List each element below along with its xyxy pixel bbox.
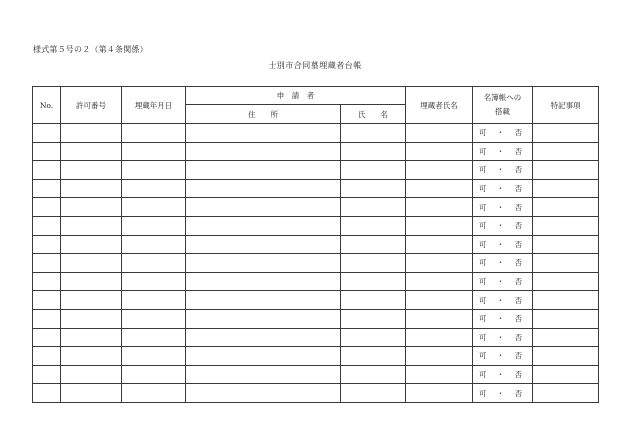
cell-registry-listing[interactable]: 可 ・ 否 bbox=[473, 124, 533, 143]
table-row bbox=[33, 365, 599, 384]
cell-no bbox=[33, 328, 61, 347]
table-row bbox=[33, 198, 599, 217]
cell-permit-number bbox=[61, 309, 122, 328]
cell-permit-number bbox=[61, 291, 122, 310]
cell-registry-listing[interactable]: 可 ・ 否 bbox=[473, 347, 533, 366]
cell-burial-date bbox=[122, 272, 186, 291]
cell-burial-date bbox=[122, 235, 186, 254]
cell-applicant-name bbox=[341, 272, 406, 291]
document-title: 士別市合同墓埋蔵者台帳 bbox=[268, 61, 362, 70]
cell-burial-date bbox=[122, 291, 186, 310]
cell-address bbox=[186, 254, 341, 273]
cell-interred-name bbox=[406, 291, 473, 310]
table-row bbox=[33, 309, 599, 328]
cell-remarks bbox=[533, 347, 599, 366]
cell-address bbox=[186, 291, 341, 310]
cell-interred-name bbox=[406, 235, 473, 254]
cell-interred-name bbox=[406, 198, 473, 217]
cell-interred-name bbox=[406, 124, 473, 143]
cell-interred-name bbox=[406, 254, 473, 273]
cell-burial-date bbox=[122, 328, 186, 347]
burial-register-table bbox=[32, 86, 599, 403]
cell-interred-name bbox=[406, 309, 473, 328]
header-applicant-name: 氏 名 bbox=[341, 105, 406, 124]
cell-interred-name bbox=[406, 179, 473, 198]
cell-remarks bbox=[533, 365, 599, 384]
header-no: No. bbox=[33, 87, 61, 124]
cell-address bbox=[186, 142, 341, 161]
cell-no bbox=[33, 384, 61, 403]
cell-remarks bbox=[533, 328, 599, 347]
cell-registry-listing[interactable]: 可 ・ 否 bbox=[473, 291, 533, 310]
cell-burial-date bbox=[122, 179, 186, 198]
table-row bbox=[33, 235, 599, 254]
table-row bbox=[33, 179, 599, 198]
table-row bbox=[33, 254, 599, 273]
cell-address bbox=[186, 347, 341, 366]
cell-no bbox=[33, 291, 61, 310]
cell-no bbox=[33, 309, 61, 328]
cell-applicant-name bbox=[341, 309, 406, 328]
cell-remarks bbox=[533, 272, 599, 291]
cell-applicant-name bbox=[341, 198, 406, 217]
cell-registry-listing[interactable]: 可 ・ 否 bbox=[473, 328, 533, 347]
cell-address bbox=[186, 328, 341, 347]
cell-remarks bbox=[533, 179, 599, 198]
table-row bbox=[33, 272, 599, 291]
cell-remarks bbox=[533, 235, 599, 254]
cell-remarks bbox=[533, 198, 599, 217]
cell-address bbox=[186, 309, 341, 328]
cell-remarks bbox=[533, 309, 599, 328]
cell-permit-number bbox=[61, 328, 122, 347]
cell-remarks bbox=[533, 384, 599, 403]
table-row bbox=[33, 384, 599, 403]
cell-registry-listing[interactable]: 可 ・ 否 bbox=[473, 272, 533, 291]
cell-permit-number bbox=[61, 161, 122, 180]
cell-address bbox=[186, 161, 341, 180]
cell-no bbox=[33, 124, 61, 143]
cell-registry-listing[interactable]: 可 ・ 否 bbox=[473, 161, 533, 180]
cell-no bbox=[33, 254, 61, 273]
cell-applicant-name bbox=[341, 254, 406, 273]
cell-permit-number bbox=[61, 179, 122, 198]
cell-applicant-name bbox=[341, 328, 406, 347]
cell-applicant-name bbox=[341, 179, 406, 198]
cell-no bbox=[33, 235, 61, 254]
cell-registry-listing[interactable]: 可 ・ 否 bbox=[473, 235, 533, 254]
header-registry-listing bbox=[473, 87, 533, 124]
cell-applicant-name bbox=[341, 142, 406, 161]
cell-no bbox=[33, 272, 61, 291]
cell-no bbox=[33, 142, 61, 161]
cell-applicant-name bbox=[341, 124, 406, 143]
cell-address bbox=[186, 198, 341, 217]
table-row bbox=[33, 161, 599, 180]
header-registry-line2: 搭載 bbox=[495, 107, 510, 116]
header-registry-line1: 名簿帳への bbox=[483, 93, 522, 102]
cell-no bbox=[33, 347, 61, 366]
cell-burial-date bbox=[122, 216, 186, 235]
cell-address bbox=[186, 272, 341, 291]
table-row bbox=[33, 124, 599, 143]
header-permit-number: 許可番号 bbox=[61, 87, 122, 124]
header-interred-name: 埋蔵者氏名 bbox=[406, 87, 473, 124]
table-row bbox=[33, 347, 599, 366]
cell-remarks bbox=[533, 216, 599, 235]
cell-permit-number bbox=[61, 254, 122, 273]
cell-address bbox=[186, 384, 341, 403]
cell-burial-date bbox=[122, 384, 186, 403]
cell-interred-name bbox=[406, 161, 473, 180]
cell-burial-date bbox=[122, 124, 186, 143]
cell-registry-listing[interactable]: 可 ・ 否 bbox=[473, 216, 533, 235]
cell-applicant-name bbox=[341, 216, 406, 235]
cell-permit-number bbox=[61, 384, 122, 403]
cell-no bbox=[33, 198, 61, 217]
cell-applicant-name bbox=[341, 384, 406, 403]
cell-remarks bbox=[533, 142, 599, 161]
header-burial-date: 埋蔵年月日 bbox=[122, 87, 186, 124]
cell-interred-name bbox=[406, 347, 473, 366]
cell-interred-name bbox=[406, 272, 473, 291]
cell-registry-listing[interactable]: 可 ・ 否 bbox=[473, 384, 533, 403]
cell-registry-listing[interactable]: 可 ・ 否 bbox=[473, 309, 533, 328]
cell-registry-listing[interactable]: 可 ・ 否 bbox=[473, 142, 533, 161]
cell-applicant-name bbox=[341, 235, 406, 254]
cell-permit-number bbox=[61, 216, 122, 235]
cell-registry-listing[interactable]: 可 ・ 否 bbox=[473, 198, 533, 217]
cell-applicant-name bbox=[341, 161, 406, 180]
cell-applicant-name bbox=[341, 347, 406, 366]
cell-interred-name bbox=[406, 216, 473, 235]
table-row bbox=[33, 142, 599, 161]
cell-applicant-name bbox=[341, 365, 406, 384]
cell-permit-number bbox=[61, 365, 122, 384]
cell-no bbox=[33, 161, 61, 180]
cell-burial-date bbox=[122, 309, 186, 328]
header-remarks: 特記事項 bbox=[533, 87, 599, 124]
cell-no bbox=[33, 179, 61, 198]
table-row bbox=[33, 216, 599, 235]
cell-remarks bbox=[533, 291, 599, 310]
cell-permit-number bbox=[61, 347, 122, 366]
cell-address bbox=[186, 179, 341, 198]
cell-registry-listing[interactable]: 可 ・ 否 bbox=[473, 179, 533, 198]
cell-remarks bbox=[533, 161, 599, 180]
header-address: 住 所 bbox=[186, 105, 341, 124]
header-applicant: 申 請 者 bbox=[186, 87, 406, 105]
cell-no bbox=[33, 365, 61, 384]
table-row bbox=[33, 328, 599, 347]
form-number: 様式第５号の２（第４条関係） bbox=[33, 45, 148, 54]
cell-permit-number bbox=[61, 124, 122, 143]
cell-address bbox=[186, 124, 341, 143]
cell-permit-number bbox=[61, 198, 122, 217]
cell-burial-date bbox=[122, 347, 186, 366]
cell-interred-name bbox=[406, 142, 473, 161]
cell-address bbox=[186, 365, 341, 384]
cell-burial-date bbox=[122, 161, 186, 180]
cell-interred-name bbox=[406, 328, 473, 347]
cell-applicant-name bbox=[341, 291, 406, 310]
cell-burial-date bbox=[122, 198, 186, 217]
cell-address bbox=[186, 235, 341, 254]
cell-permit-number bbox=[61, 272, 122, 291]
cell-remarks bbox=[533, 254, 599, 273]
cell-burial-date bbox=[122, 254, 186, 273]
cell-registry-listing[interactable]: 可 ・ 否 bbox=[473, 254, 533, 273]
cell-permit-number bbox=[61, 235, 122, 254]
cell-interred-name bbox=[406, 384, 473, 403]
cell-remarks bbox=[533, 124, 599, 143]
cell-address bbox=[186, 216, 341, 235]
cell-burial-date bbox=[122, 365, 186, 384]
cell-no bbox=[33, 216, 61, 235]
cell-burial-date bbox=[122, 142, 186, 161]
cell-permit-number bbox=[61, 142, 122, 161]
cell-registry-listing[interactable]: 可 ・ 否 bbox=[473, 365, 533, 384]
table-row bbox=[33, 291, 599, 310]
cell-interred-name bbox=[406, 365, 473, 384]
